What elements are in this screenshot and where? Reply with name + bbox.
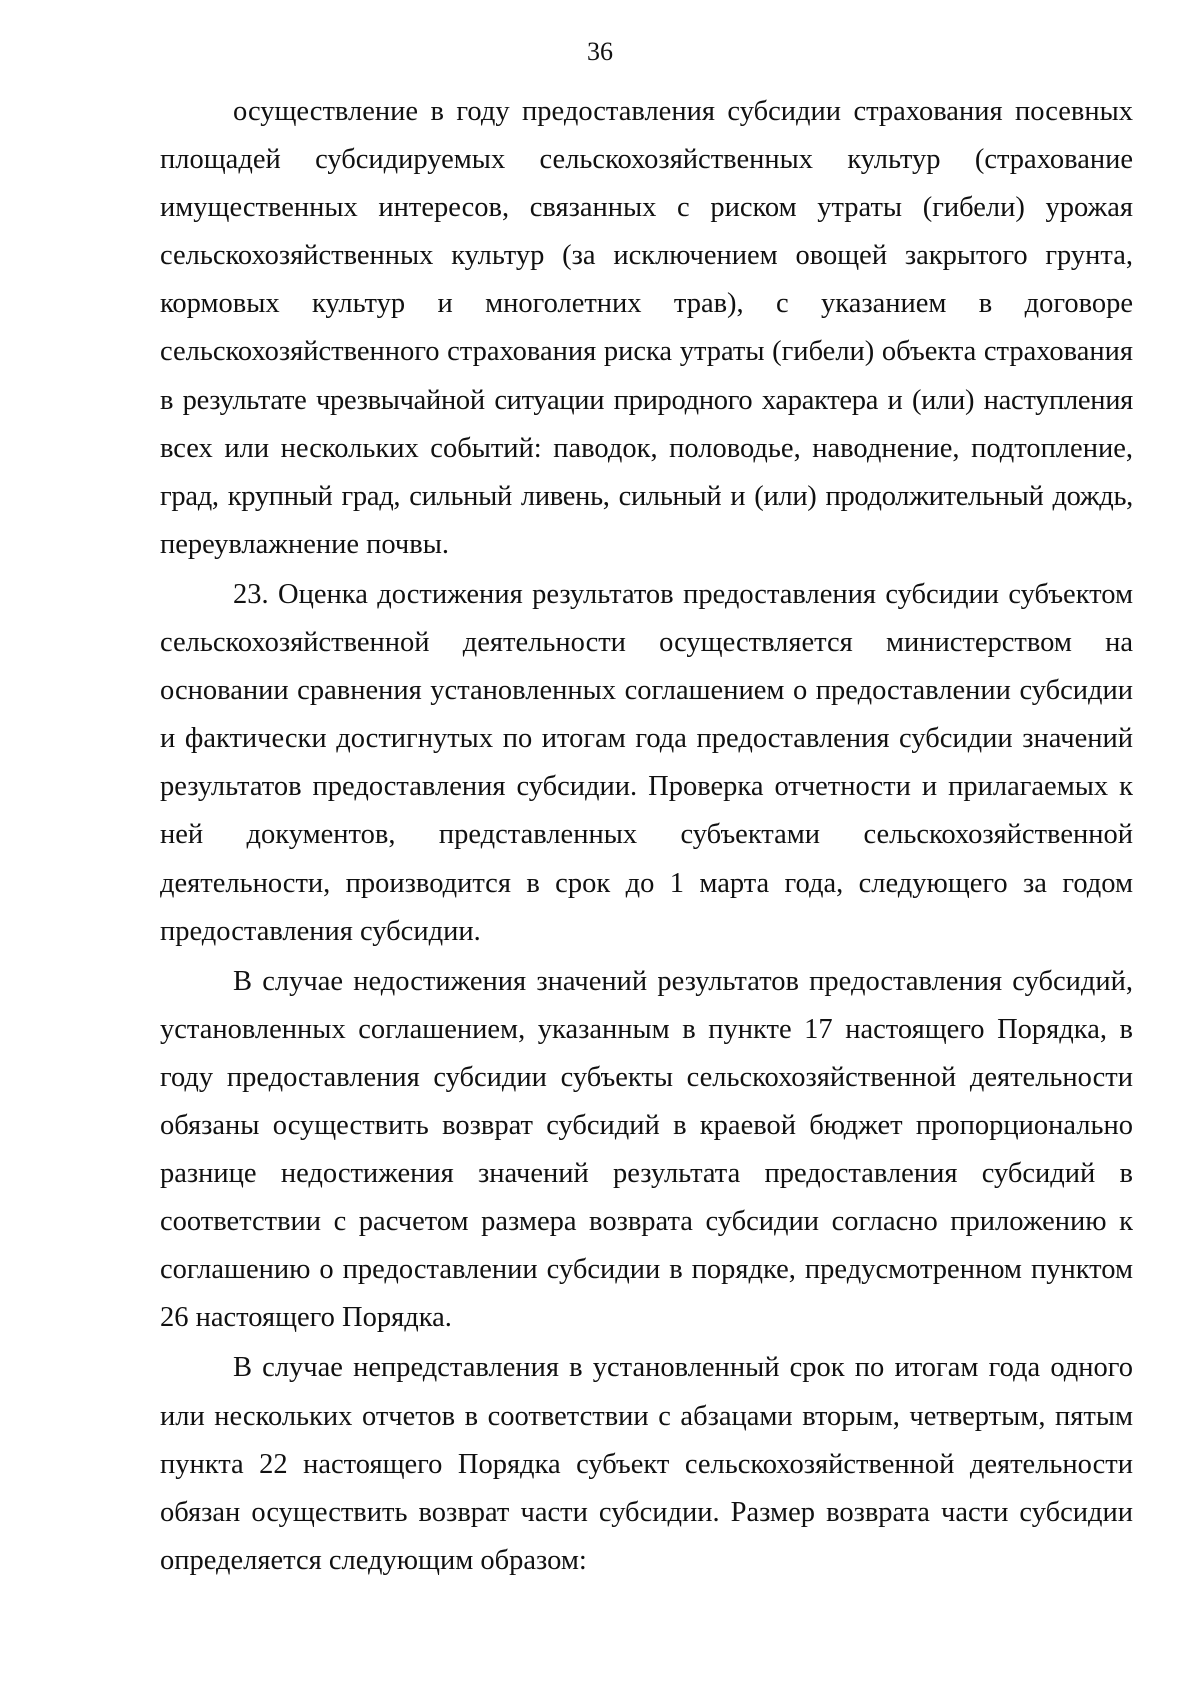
text-line: обязан осуществить возврат части субсидии. Размер возврата части субсидии — [160, 1496, 1133, 1528]
text-line: основании сравнения установленных соглашением о предоставлении субсидии — [160, 675, 1133, 707]
text-line: 23. Оценка достижения результатов предоставления субсидии субъектом — [233, 578, 1133, 610]
paragraph-non-submission — [160, 1344, 1133, 1584]
document-body — [160, 88, 1133, 1585]
text-line: в результате чрезвычайной ситуации природного характера и (или) наступления — [160, 384, 1133, 416]
text-line: имущественных интересов, связанных с риском утраты (гибели) урожая — [160, 192, 1133, 224]
text-line: площадей субсидируемых сельскохозяйственных культур (страхование — [160, 144, 1133, 176]
page-number: 36 — [587, 37, 613, 66]
text-line: результатов предоставления субсидии. Проверка отчетности и прилагаемых к — [160, 771, 1133, 803]
text-line: сельскохозяйственных культур (за исключением овощей закрытого грунта, — [160, 240, 1133, 272]
text-line: ней документов, представленных субъектами сельскохозяйственной — [160, 819, 1133, 851]
text-line: всех или нескольких событий: паводок, половодье, наводнение, подтопление, — [160, 432, 1133, 464]
text-line: установленных соглашением, указанным в пункте 17 настоящего Порядка, в — [160, 1013, 1133, 1045]
text-line: году предоставления субсидии субъекты сельскохозяйственной деятельности — [160, 1061, 1133, 1093]
text-line: обязаны осуществить возврат субсидий в краевой бюджет пропорционально — [160, 1109, 1133, 1141]
text-line: или нескольких отчетов в соответствии с абзацами вторым, четвертым, пятым — [160, 1400, 1133, 1432]
text-line: определяется следующим образом: — [160, 1544, 587, 1576]
text-line: пункта 22 настоящего Порядка субъект сельскохозяйственной деятельности — [160, 1448, 1133, 1480]
text-line: деятельности, производится в срок до 1 марта года, следующего за годом — [160, 867, 1133, 899]
text-line: сельскохозяйственного страхования риска утраты (гибели) объекта страхования — [160, 336, 1133, 368]
text-line: В случае недостижения значений результатов предоставления субсидий, — [233, 965, 1133, 997]
text-line: переувлажнение почвы. — [160, 528, 449, 560]
text-line: соглашению о предоставлении субсидии в порядке, предусмотренном пунктом — [160, 1254, 1133, 1286]
text-line: сельскохозяйственной деятельности осуществляется министерством на — [160, 627, 1133, 659]
text-line: град, крупный град, сильный ливень, сильный и (или) продолжительный дождь, — [160, 480, 1133, 512]
paragraph-insurance-conditions — [160, 88, 1133, 569]
paragraph-item-23 — [160, 571, 1133, 956]
text-line: 26 настоящего Порядка. — [160, 1302, 452, 1334]
paragraph-non-achievement — [160, 958, 1133, 1343]
text-line: соответствии с расчетом размера возврата субсидии согласно приложению к — [160, 1206, 1133, 1238]
text-line: В случае непредставления в установленный срок по итогам года одного — [233, 1352, 1133, 1384]
text-line: разнице недостижения значений результата предоставления субсидий в — [160, 1158, 1133, 1190]
text-line: предоставления субсидии. — [160, 915, 481, 947]
text-line: осуществление в году предоставления субсидии страхования посевных — [233, 96, 1133, 127]
text-line: и фактически достигнутых по итогам года предоставления субсидии значений — [160, 723, 1133, 755]
text-line: кормовых культур и многолетних трав), с указанием в договоре — [160, 288, 1133, 320]
